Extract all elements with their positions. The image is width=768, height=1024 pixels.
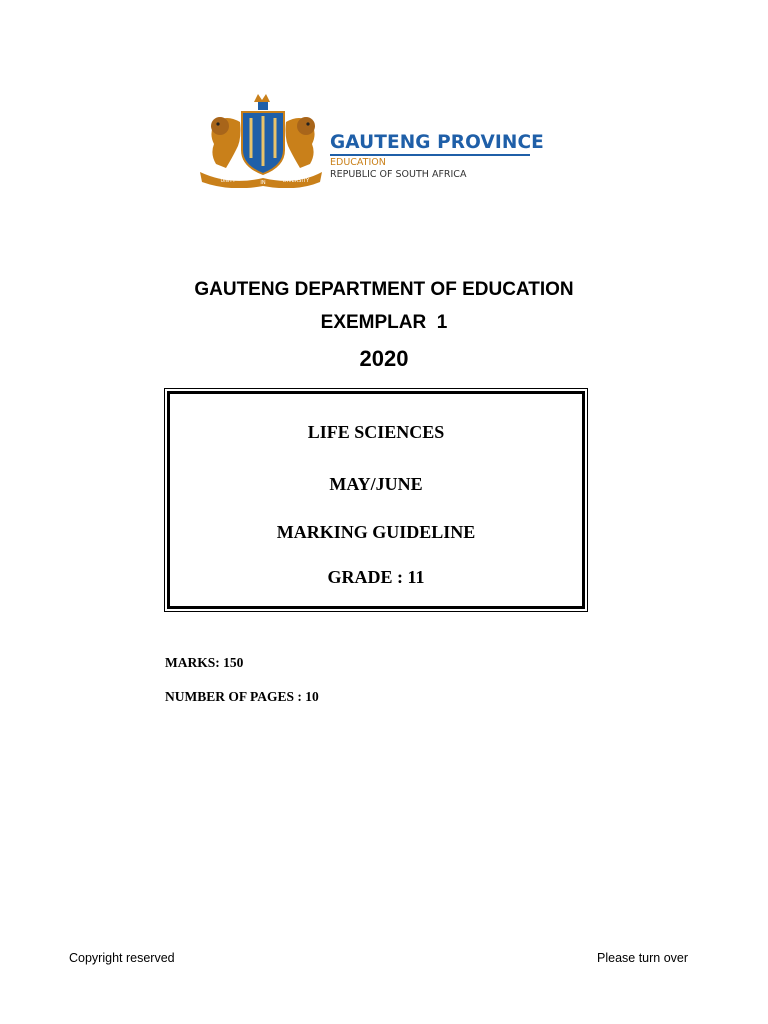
gauteng-logo: [196, 92, 544, 188]
department-heading: GAUTENG DEPARTMENT OF EDUCATION: [194, 279, 574, 300]
year-heading: 2020: [359, 346, 409, 371]
logo-title: GAUTENG PROVINCE: [330, 132, 544, 153]
footer-copyright: Copyright reserved: [69, 951, 175, 965]
title-box-inner: [167, 391, 585, 609]
crest-motto-right: DIVERSITY: [282, 178, 310, 184]
session-title: MAY/JUNE: [329, 474, 423, 494]
title-box: [164, 388, 588, 612]
grade-title: GRADE : 11: [327, 567, 425, 587]
logo-text-block: [330, 132, 544, 181]
footer-turn-over: Please turn over: [597, 951, 689, 965]
crest-motto-mid: IN: [260, 180, 266, 186]
logo-subtitle-country: REPUBLIC OF SOUTH AFRICA: [330, 169, 467, 180]
coat-of-arms-icon: [196, 92, 326, 188]
marks-label: MARKS: 150: [165, 655, 244, 670]
pages-label: NUMBER OF PAGES : 10: [165, 689, 319, 704]
logo-rule: [330, 154, 530, 156]
subject-title: LIFE SCIENCES: [307, 422, 445, 442]
crest-motto-left: UNITY: [220, 178, 236, 184]
logo-subtitle-education: EDUCATION: [330, 157, 386, 168]
exemplar-heading: EXEMPLAR 1: [320, 312, 448, 333]
document-type-title: MARKING GUIDELINE: [276, 522, 476, 542]
